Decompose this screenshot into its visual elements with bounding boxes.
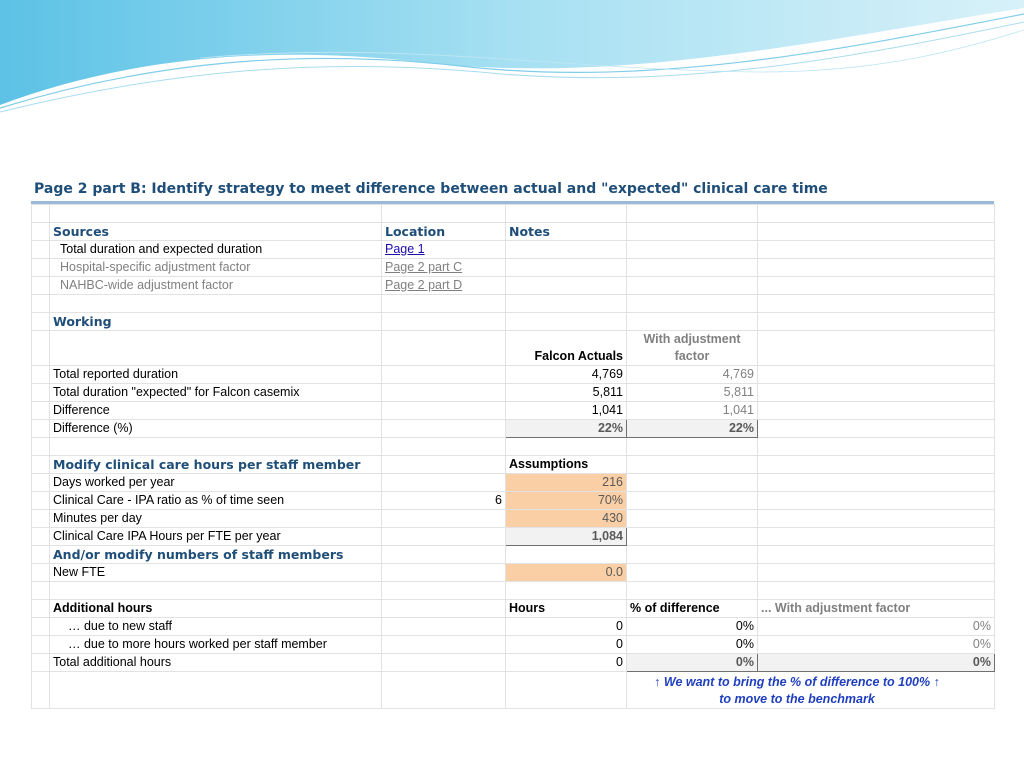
falcon-actuals-header: Falcon Actuals [506, 331, 627, 366]
hours-per-fte-value: 1,084 [506, 528, 627, 546]
worksheet-grid [31, 204, 995, 709]
sources-header: Sources [50, 223, 382, 241]
additional-hours-header: Additional hours [50, 600, 382, 618]
hours-header: Hours [506, 600, 627, 618]
assumption-label: Clinical Care IPA Hours per FTE per year [50, 528, 382, 546]
modify-hours-header: Modify clinical care hours per staff member [50, 456, 382, 474]
helper-value: 6 [382, 492, 506, 510]
adjustment-factor-header: ... With adjustment factor [758, 600, 995, 618]
source-label: Hospital-specific adjustment factor [50, 259, 382, 277]
actual-value: 5,811 [506, 384, 627, 402]
source-label: Total duration and expected duration [50, 241, 382, 259]
clinical-ratio-input[interactable]: 70% [506, 492, 627, 510]
notes-header: Notes [506, 223, 627, 241]
difference-pct-actual: 22% [506, 420, 627, 438]
staff-header: And/or modify numbers of staff members [50, 546, 382, 564]
adjusted-pct-value: 0% [758, 636, 995, 654]
with-adjustment-header: With adjustment factor [627, 331, 758, 366]
total-hours-value: 0 [506, 654, 627, 672]
spreadsheet [31, 181, 994, 709]
total-adjusted-pct-value: 0% [758, 654, 995, 672]
pct-difference-header: % of difference [627, 600, 758, 618]
actual-value: 4,769 [506, 366, 627, 384]
minutes-per-day-input[interactable]: 430 [506, 510, 627, 528]
difference-pct-adjusted: 22% [627, 420, 758, 438]
adjusted-value: 1,041 [627, 402, 758, 420]
adjusted-value: 5,811 [627, 384, 758, 402]
assumptions-header: Assumptions [506, 456, 627, 474]
hours-value: 0 [506, 618, 627, 636]
adjusted-value: 4,769 [627, 366, 758, 384]
total-pct-value: 0% [627, 654, 758, 672]
additional-row-label: Total additional hours [50, 654, 382, 672]
source-location-link[interactable]: Page 2 part D [382, 277, 506, 295]
working-row-label: Difference (%) [50, 420, 382, 438]
additional-row-label: … due to more hours worked per staff member [50, 636, 382, 654]
working-header: Working [50, 313, 382, 331]
page-title: Page 2 part B: Identify strategy to meet difference between actual and "expected" clinical care time [31, 181, 994, 204]
assumption-label: Days worked per year [50, 474, 382, 492]
benchmark-note [627, 672, 995, 709]
working-row-label: Total reported duration [50, 366, 382, 384]
working-row-label: Total duration "expected" for Falcon casemix [50, 384, 382, 402]
additional-row-label: … due to new staff [50, 618, 382, 636]
working-row-label: Difference [50, 402, 382, 420]
pct-value: 0% [627, 636, 758, 654]
assumption-label: Minutes per day [50, 510, 382, 528]
adjusted-pct-value: 0% [758, 618, 995, 636]
source-label: NAHBC-wide adjustment factor [50, 277, 382, 295]
location-header: Location [382, 223, 506, 241]
pct-value: 0% [627, 618, 758, 636]
benchmark-note-line1: ↑ We want to bring the % of difference to 100% ↑ [654, 675, 940, 689]
actual-value: 1,041 [506, 402, 627, 420]
benchmark-note-line2: to move to the benchmark [719, 692, 875, 706]
days-worked-input[interactable]: 216 [506, 474, 627, 492]
source-location-link[interactable]: Page 2 part C [382, 259, 506, 277]
source-location-link[interactable]: Page 1 [382, 241, 506, 259]
new-fte-input[interactable]: 0.0 [506, 564, 627, 582]
new-fte-label: New FTE [50, 564, 382, 582]
hours-value: 0 [506, 636, 627, 654]
assumption-label: Clinical Care - IPA ratio as % of time seen [50, 492, 382, 510]
header-swoosh-decoration [0, 0, 1024, 130]
